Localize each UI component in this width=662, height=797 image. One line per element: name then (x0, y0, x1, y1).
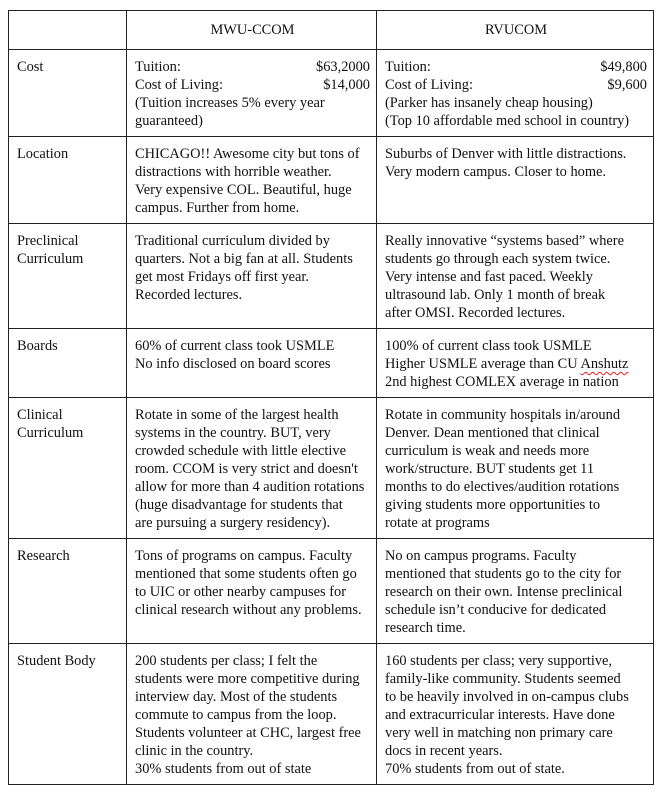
label-line: Research (17, 548, 70, 564)
text-line: 160 students per class; very supportive, (385, 653, 613, 669)
row-location (9, 137, 654, 224)
row-label-research (9, 539, 127, 644)
text-line: clinical research without any problems. (135, 602, 362, 618)
tuition-value: $63,2000 (316, 59, 370, 75)
text-line: No info disclosed on board scores (135, 356, 331, 372)
text-line: crowded schedule with little elective (135, 443, 346, 459)
text-line: are pursuing a surgery residency). (135, 515, 331, 531)
row-label-boards (9, 329, 127, 398)
text-line: work/structure. BUT students get 11 (385, 461, 595, 477)
text-line: rotate at programs (385, 515, 490, 531)
cost-note: (Parker has insanely cheap housing) (385, 95, 593, 111)
cost-of-living-line (385, 76, 647, 94)
row-label-clinical (9, 398, 127, 539)
text-line: Suburbs of Denver with little distractions. (385, 146, 627, 162)
text-line: research time. (385, 620, 466, 636)
cost-of-living-label: Cost of Living: (135, 77, 223, 93)
row-research (9, 539, 654, 644)
label-line: Boards (17, 338, 58, 354)
row-label-student-body (9, 644, 127, 785)
tuition-line (135, 58, 370, 76)
comparison-table (8, 10, 654, 785)
text-line: family-like community. Students seemed (385, 671, 621, 687)
row-boards (9, 329, 654, 398)
tuition-label: Tuition: (385, 59, 431, 75)
text-line: ultrasound lab. Only 1 month of break (385, 287, 606, 303)
text-line: Very expensive COL. Beautiful, huge (135, 182, 352, 198)
row-label-preclinical (9, 224, 127, 329)
text-line: Students volunteer at CHC, largest free (135, 725, 361, 741)
text-line: commute to campus from the loop. (135, 707, 337, 723)
text-line: Rotate in some of the largest health (135, 407, 339, 423)
text-line: Recorded lectures. (135, 287, 243, 303)
cost-of-living-value: $14,000 (323, 77, 370, 93)
cost-of-living-value: $9,600 (607, 77, 647, 93)
text-line: 30% students from out of state (135, 761, 312, 777)
text-line: mentioned that some students often go (135, 566, 357, 582)
row-cost (9, 50, 654, 137)
text-line: to be heavily involved in on-campus clubs (385, 689, 629, 705)
row-preclinical (9, 224, 654, 329)
cell-boards-mwu (127, 329, 377, 398)
text-line: systems in the country. BUT, very (135, 425, 331, 441)
text-span: Higher USMLE average than CU (385, 356, 581, 372)
text-line: giving students more opportunities to (385, 497, 601, 513)
label-line: Curriculum (17, 251, 84, 267)
text-line: campus. Further from home. (135, 200, 300, 216)
text-line: distractions with horrible weather. (135, 164, 332, 180)
cell-boards-rvu (377, 329, 654, 398)
text-line: docs in recent years. (385, 743, 503, 759)
spellcheck-flagged-word: Anshutz (580, 356, 629, 372)
cell-location-mwu (127, 137, 377, 224)
text-line: 60% of current class took USMLE (135, 338, 335, 354)
text-line: students go through each system twice. (385, 251, 611, 267)
text-line: Traditional curriculum divided by (135, 233, 330, 249)
label-line: Student Body (17, 653, 96, 669)
text-line: Really innovative “systems based” where (385, 233, 624, 249)
cell-cost-rvu (377, 50, 654, 137)
row-clinical (9, 398, 654, 539)
header-mwu-ccom: MWU-CCOM (127, 11, 377, 50)
text-line: research on their own. Intense preclinical (385, 584, 623, 600)
text-line: after OMSI. Recorded lectures. (385, 305, 566, 321)
row-label-location (9, 137, 127, 224)
text-line: room. CCOM is very strict and doesn't (135, 461, 358, 477)
cell-preclinical-rvu (377, 224, 654, 329)
text-line: 200 students per class; I felt the (135, 653, 318, 669)
header-rvucom: RVUCOM (377, 11, 654, 50)
text-line: to UIC or other nearby campuses for (135, 584, 346, 600)
row-label-cost (9, 50, 127, 137)
cell-preclinical-mwu (127, 224, 377, 329)
label-line: Clinical (17, 407, 63, 423)
cell-research-mwu (127, 539, 377, 644)
text-line: CHICAGO!! Awesome city but tons of (135, 146, 360, 162)
tuition-line (385, 58, 647, 76)
text-line: Tons of programs on campus. Faculty (135, 548, 353, 564)
cell-research-rvu (377, 539, 654, 644)
text-line: schedule isn’t conducive for dedicated (385, 602, 607, 618)
text-line: Denver. Dean mentioned that clinical (385, 425, 600, 441)
text-line: months to do electives/audition rotations (385, 479, 620, 495)
label-line: Curriculum (17, 425, 84, 441)
cost-note: guaranteed) (135, 113, 203, 129)
text-line: very well in matching non primary care (385, 725, 613, 741)
tuition-label: Tuition: (135, 59, 181, 75)
header-blank-cell (9, 11, 127, 50)
cost-of-living-label: Cost of Living: (385, 77, 473, 93)
cell-student-body-mwu (127, 644, 377, 785)
text-line: Very intense and fast paced. Weekly (385, 269, 593, 285)
text-line: (huge disadvantage for students that (135, 497, 343, 513)
cell-student-body-rvu (377, 644, 654, 785)
text-line (385, 355, 647, 373)
text-line: students were more competitive during (135, 671, 360, 687)
text-line: and extracurricular interests. Have done (385, 707, 615, 723)
text-line: get most Fridays off first year. (135, 269, 309, 285)
text-line: allow for more than 4 audition rotations (135, 479, 365, 495)
cell-cost-mwu (127, 50, 377, 137)
label-line: Location (17, 146, 69, 162)
text-line: No on campus programs. Faculty (385, 548, 577, 564)
text-line: curriculum is weak and needs more (385, 443, 590, 459)
text-line: 100% of current class took USMLE (385, 338, 592, 354)
text-line: 70% students from out of state. (385, 761, 565, 777)
cell-clinical-rvu (377, 398, 654, 539)
cost-of-living-line (135, 76, 370, 94)
cost-note: (Tuition increases 5% every year (135, 95, 325, 111)
text-line: clinic in the country. (135, 743, 254, 759)
label-line: Preclinical (17, 233, 79, 249)
row-student-body (9, 644, 654, 785)
label-line: Cost (17, 59, 44, 75)
text-line: 2nd highest COMLEX average in nation (385, 374, 619, 390)
text-line: Rotate in community hospitals in/around (385, 407, 621, 423)
tuition-value: $49,800 (600, 59, 647, 75)
cell-clinical-mwu (127, 398, 377, 539)
text-line: quarters. Not a big fan at all. Students (135, 251, 353, 267)
text-line: mentioned that students go to the city for (385, 566, 622, 582)
cost-note: (Top 10 affordable med school in country) (385, 113, 630, 129)
cell-location-rvu (377, 137, 654, 224)
text-line: Very modern campus. Closer to home. (385, 164, 607, 180)
text-line: interview day. Most of the students (135, 689, 338, 705)
header-row (9, 11, 654, 50)
